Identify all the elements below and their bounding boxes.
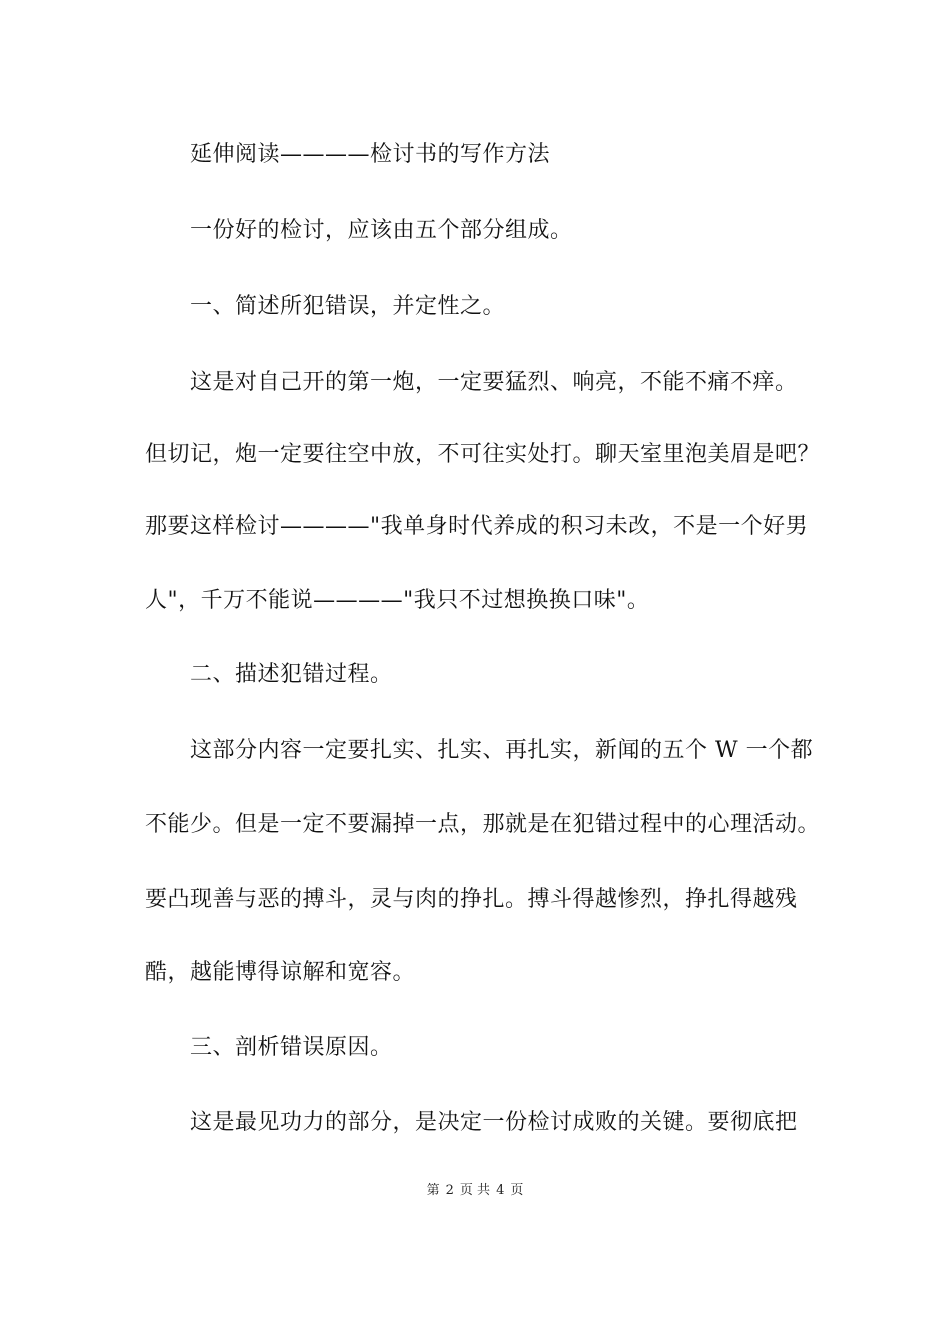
section-heading-3: 三、剖析错误原因。 (190, 1035, 393, 1060)
paragraph-line: 要凸现善与恶的搏斗，灵与肉的挣扎。搏斗得越惨烈，挣扎得越残 (145, 887, 798, 912)
footer-total-pages: 4 (496, 1183, 505, 1198)
heading-extended-reading: 延伸阅读————检讨书的写作方法 (190, 142, 551, 167)
paragraph-line: 酷，越能博得谅解和宽容。 (145, 960, 416, 985)
footer-suffix: 页 (510, 1183, 524, 1198)
footer-prefix: 第 (426, 1183, 440, 1198)
paragraph-line: 那要这样检讨————"我单身时代养成的积习未改，不是一个好男 (145, 514, 809, 539)
page-number-footer (0, 1182, 950, 1200)
paragraph-line: 但切记，炮一定要往空中放，不可往实处打。聊天室里泡美眉是吧？ (145, 442, 821, 467)
section-heading-1: 一、简述所犯错误，并定性之。 (190, 294, 506, 319)
paragraph-line: 这是对自己开的第一炮，一定要猛烈、响亮，不能不痛不痒。 (190, 370, 798, 395)
section-heading-2: 二、描述犯错过程。 (190, 662, 393, 687)
footer-middle: 页 共 (459, 1183, 491, 1198)
paragraph-line: 不能少。但是一定不要漏掉一点，那就是在犯错过程中的心理活动。 (145, 812, 821, 837)
footer-current-page: 2 (445, 1183, 454, 1198)
paragraph-line: 这部分内容一定要扎实、扎实、再扎实，新闻的五个 W 一个都 (190, 738, 814, 763)
paragraph-intro: 一份好的检讨，应该由五个部分组成。 (190, 218, 573, 243)
paragraph-line: 人"，千万不能说————"我只不过想换换口味"。 (145, 588, 650, 613)
paragraph-line: 这是最见功力的部分，是决定一份检讨成败的关键。要彻底把 (190, 1110, 798, 1135)
